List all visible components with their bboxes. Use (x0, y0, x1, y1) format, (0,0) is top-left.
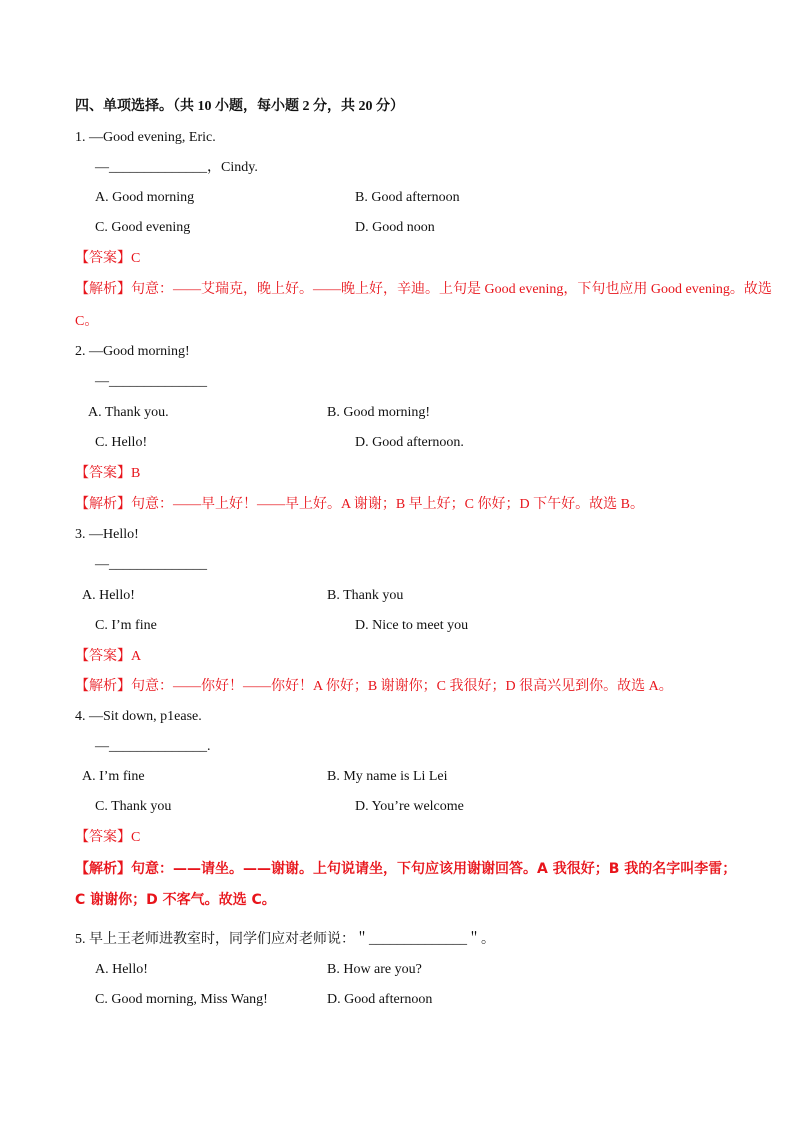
answer-label: 【答案】C (75, 251, 141, 266)
option-c: C. Thank you (95, 799, 172, 814)
question-stem: 3. —Hello! (75, 527, 139, 542)
option-c: C. Hello! (95, 435, 148, 450)
section-title: 四、单项选择。（共 10 小题，每小题 2 分，共 20 分） (75, 99, 404, 114)
question-reply-blank: —______________ (95, 374, 207, 389)
question-reply-blank: —______________，Cindy. (95, 160, 258, 175)
option-d: D. You’re welcome (355, 799, 464, 814)
analysis-text-cont: C。 (75, 314, 99, 329)
option-d: D. Good afternoon. (355, 435, 464, 450)
option-a: A. Hello! (82, 588, 135, 603)
option-c: C. Good evening (95, 220, 191, 235)
analysis-text-cont: C 谢谢你；D 不客气。故选 C。 (75, 892, 276, 908)
option-d: D. Nice to meet you (355, 618, 469, 633)
option-b: B. My name is Li Lei (327, 769, 448, 784)
analysis-text: 【解析】句意：——请坐。——谢谢。上句说请坐，下句应该用谢谢回答。A 我很好；B 我的名字叫李雷； (75, 861, 737, 877)
option-b: B. Thank you (327, 588, 404, 603)
option-a: A. I’m fine (82, 769, 145, 784)
analysis-text: 【解析】句意：——你好！——你好！A 你好；B 谢谢你；C 我很好；D 很高兴见到你。故选 A。 (75, 679, 673, 694)
answer-label: 【答案】B (75, 466, 141, 481)
option-b: B. How are you? (327, 962, 422, 977)
option-c: C. Good morning, Miss Wang! (95, 992, 268, 1007)
option-c: C. I’m fine (95, 618, 157, 633)
analysis-text: 【解析】句意：——艾瑞克，晚上好。——晚上好，辛迪。上句是 Good evening，下句也应用 Good evening。故选 (75, 282, 772, 297)
question-stem: 5. 早上王老师进教室时，同学们应对老师说：＂______________＂。 (75, 932, 495, 947)
analysis-text: 【解析】句意：——早上好！——早上好。A 谢谢；B 早上好；C 你好；D 下午好。故选 B。 (75, 497, 644, 512)
answer-label: 【答案】A (75, 649, 142, 664)
option-a: A. Thank you. (88, 405, 169, 420)
question-stem: 4. —Sit down, p1ease. (75, 709, 202, 724)
option-b: B. Good morning! (327, 405, 431, 420)
question-reply-blank: —______________. (95, 739, 211, 754)
option-b: B. Good afternoon (355, 190, 460, 205)
option-d: D. Good afternoon (327, 992, 433, 1007)
answer-label: 【答案】C (75, 830, 141, 845)
option-a: A. Good morning (95, 190, 195, 205)
question-stem: 2. —Good morning! (75, 344, 190, 359)
question-reply-blank: —______________ (95, 557, 207, 572)
option-a: A. Hello! (95, 962, 148, 977)
option-d: D. Good noon (355, 220, 435, 235)
question-stem: 1. —Good evening, Eric. (75, 130, 216, 145)
